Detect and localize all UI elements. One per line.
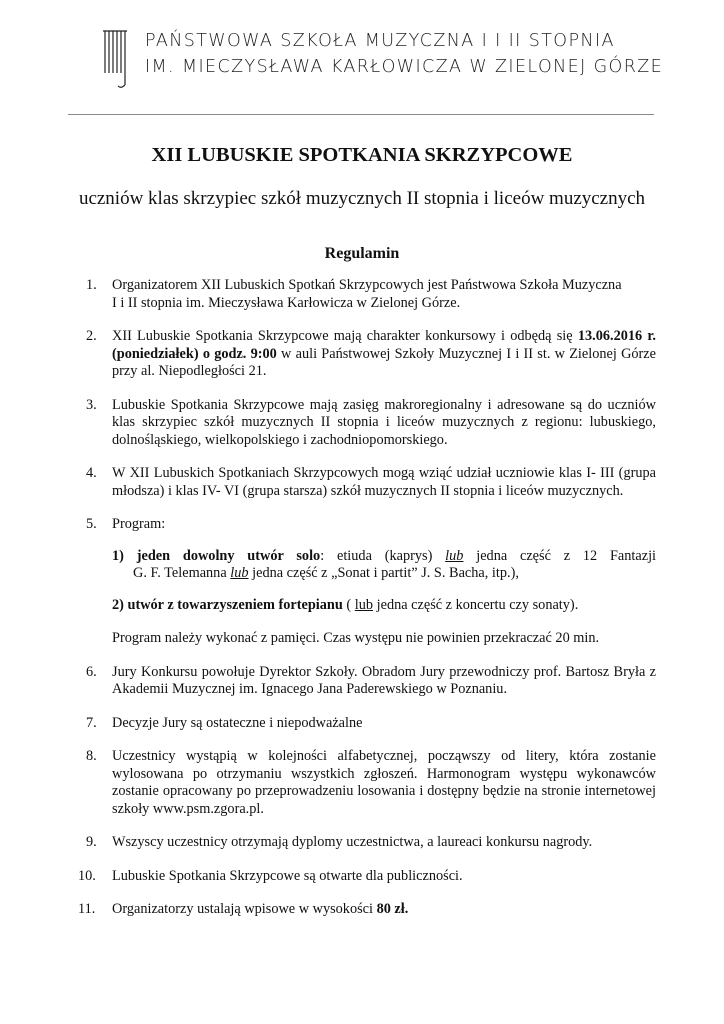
list-item [76, 397, 656, 450]
list-item [76, 868, 656, 886]
item-text: w auli Państwowej Szkoły Muzycznej I i II st. w Zielonej Górze przy al. Niepodległości 21. [112, 345, 656, 379]
item-number: 6. [86, 663, 97, 680]
requirement-text: ( [342, 596, 355, 613]
item-text: Program: [112, 516, 166, 532]
list-item [76, 834, 656, 852]
school-header [102, 27, 662, 89]
program-requirement-2 [112, 597, 656, 615]
item-number: 10. [78, 867, 96, 884]
lub-word: lub [445, 547, 464, 564]
item-text-line: Organizatorem XII Lubuskich Spotkań Skrzypcowych jest Państwowa Szkoła Muzyczna [112, 277, 622, 293]
school-name-line-1: PAŃSTWOWA SZKOŁA MUZYCZNA I I II STOPNIA [145, 31, 615, 51]
item-number: 8. [86, 748, 97, 764]
school-logo-icon [102, 29, 128, 91]
lub-word: lub [230, 565, 249, 581]
requirement-text: : etiuda (kaprys) [320, 547, 446, 564]
list-item [76, 516, 656, 648]
requirement-title: utwór z towarzyszeniem fortepianu [127, 596, 343, 613]
program-requirement-1 [112, 548, 656, 583]
item-text-line: I i II stopnia im. Mieczysława Karłowicza w Zielonej Górze. [112, 294, 461, 311]
section-heading: Regulamin [324, 245, 400, 262]
list-item [76, 277, 656, 312]
item-text: Lubuskie Spotkania Skrzypcowe są otwarte dla publiczności. [112, 867, 463, 884]
item-text: Lubuskie Spotkania Skrzypcowe mają zasięg makroregionalny i adresowane są do uczniów klas skrzypiec szkół muzycznych II stopnia i liceów muzycznych z regionu: lubuskiego, dolnośląskiego, wielkopolskiego i zachodniopomorskiego. [112, 396, 656, 448]
sub-item-number: 2) [112, 596, 124, 613]
event-date: 13.06.2016 r. (poniedziałek) o godz. 9:00 [112, 328, 656, 362]
item-text: W XII Lubuskich Spotkaniach Skrzypcowych mogą wziąć udział uczniowie klas I- III (grupa młodsza) i klas IV- VI (grupa starsza) szkół muzycznych II stopnia i liceów muzycznych. [112, 465, 656, 499]
item-number: 1. [86, 277, 97, 293]
document-subtitle: uczniów klas skrzypiec szkół muzycznych II stopnia i liceów muzycznych [78, 188, 646, 209]
list-item [76, 328, 656, 381]
school-name-line-2: IM. MIECZYSŁAWA KARŁOWICZA W ZIELONEJ GÓRZE [145, 57, 664, 77]
item-text: Uczestnicy wystąpią w kolejności alfabetycznej, począwszy od litery, która zostanie wylosowana po otrzymaniu wszystkich zgłoszeń. Harmonogram występu wykonawców zostanie opracowany po przeprowadzeniu losowania i dostępny będzie na stronie internetowej szkoły www.psm.zgora.pl. [112, 748, 656, 817]
document-title: XII LUBUSKIE SPOTKANIA SKRZYPCOWE [151, 144, 573, 166]
header-divider [68, 114, 654, 115]
lub-word: lub [354, 596, 374, 613]
requirement-text: jedna część z „Sonat i partit” J. S. Bacha, itp.), [248, 565, 519, 581]
list-item [76, 715, 656, 733]
item-number: 4. [86, 465, 97, 481]
sub-item-number: 1) [112, 547, 124, 564]
item-number: 7. [86, 714, 97, 731]
list-item [76, 465, 656, 500]
list-item [76, 664, 656, 699]
item-number: 3. [86, 396, 97, 413]
item-number: 5. [86, 516, 97, 532]
program-note: Program należy wykonać z pamięci. Czas występu nie powinien przekraczać 20 min. [112, 630, 600, 646]
requirement-title: jeden dowolny utwór solo [136, 547, 321, 564]
item-text: Organizatorzy ustalają wpisowe w wysokości [112, 901, 377, 917]
item-number: 11. [78, 901, 96, 917]
item-text: Wszyscy uczestnicy otrzymają dyplomy uczestnictwa, a laureaci konkursu nagrody. [112, 834, 593, 850]
item-text: Decyzje Jury są ostateczne i niepodważalne [112, 714, 363, 731]
item-number: 9. [86, 834, 97, 850]
rules-list [76, 277, 656, 935]
requirement-text: G. F. Telemanna [133, 565, 231, 581]
requirement-text: jedna część z koncertu czy sonaty). [373, 596, 579, 613]
fee-amount: 80 zł. [376, 901, 409, 917]
item-number: 2. [86, 328, 97, 344]
item-text: XII Lubuskie Spotkania Skrzypcowe mają charakter konkursowy i odbędą się [112, 328, 578, 344]
item-text: Jury Konkursu powołuje Dyrektor Szkoły. Obradom Jury przewodniczy prof. Bartosz Bryła z Akademii Muzycznej im. Ignacego Jana Paderewskiego w Poznaniu. [112, 663, 656, 697]
list-item [76, 901, 656, 919]
requirement-text: jedna część z 12 Fantazji [463, 547, 657, 564]
list-item [76, 748, 656, 818]
